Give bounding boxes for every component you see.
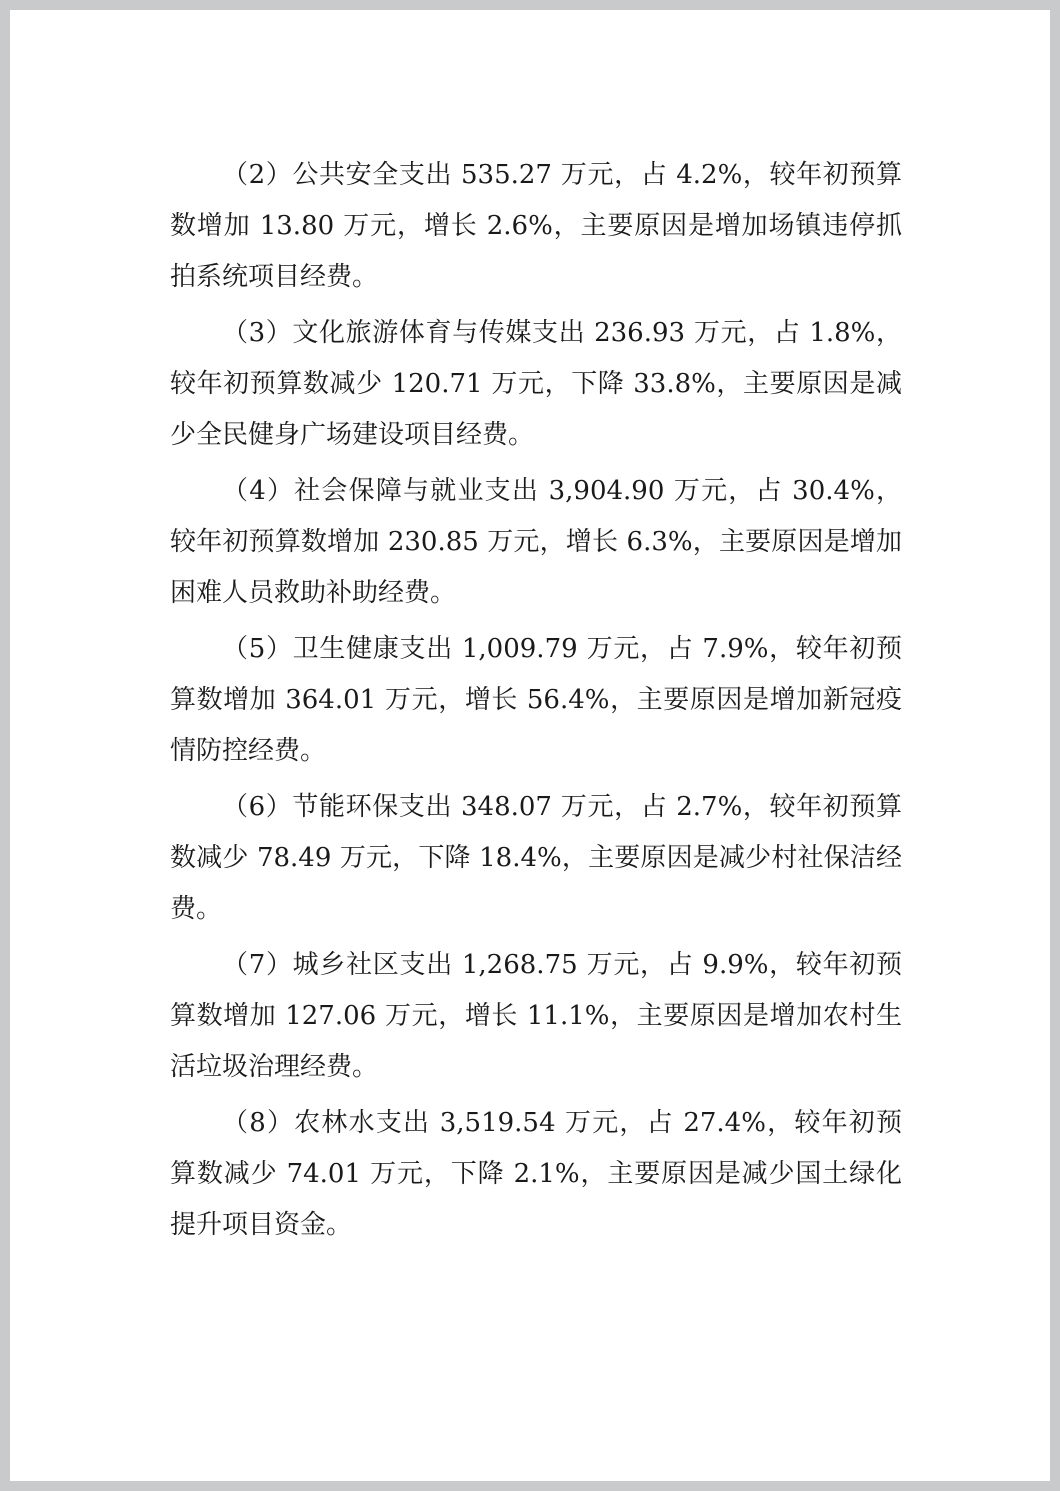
paragraph-health: （5）卫生健康支出 1,009.79 万元，占 7.9%，较年初预算数增加 364.01 万元，增长 56.4%，主要原因是增加新冠疫情防控经费。 — [170, 634, 902, 766]
document-page — [10, 10, 1050, 1481]
document-body — [170, 150, 902, 1256]
paragraph-environment: （6）节能环保支出 348.07 万元，占 2.7%，较年初预算数减少 78.49 万元，下降 18.4%，主要原因是减少村社保洁经费。 — [170, 792, 902, 924]
paragraph-urban-rural: （7）城乡社区支出 1,268.75 万元，占 9.9%，较年初预算数增加 127.06 万元，增长 11.1%，主要原因是增加农村生活垃圾治理经费。 — [170, 950, 902, 1082]
paragraph-culture-tourism: （3）文化旅游体育与传媒支出 236.93 万元，占 1.8%，较年初预算数减少 120.71 万元，下降 33.8%，主要原因是减少全民健身广场建设项目经费。 — [170, 318, 902, 450]
paragraph-agriculture: （8）农林水支出 3,519.54 万元，占 27.4%，较年初预算数减少 74.01 万元，下降 2.1%，主要原因是减少国土绿化提升项目资金。 — [170, 1108, 902, 1240]
paragraph-social-security: （4）社会保障与就业支出 3,904.90 万元，占 30.4%，较年初预算数增加 230.85 万元，增长 6.3%，主要原因是增加困难人员救助补助经费。 — [170, 476, 902, 608]
paragraph-public-safety: （2）公共安全支出 535.27 万元，占 4.2%，较年初预算数增加 13.80 万元，增长 2.6%，主要原因是增加场镇违停抓拍系统项目经费。 — [170, 160, 902, 292]
